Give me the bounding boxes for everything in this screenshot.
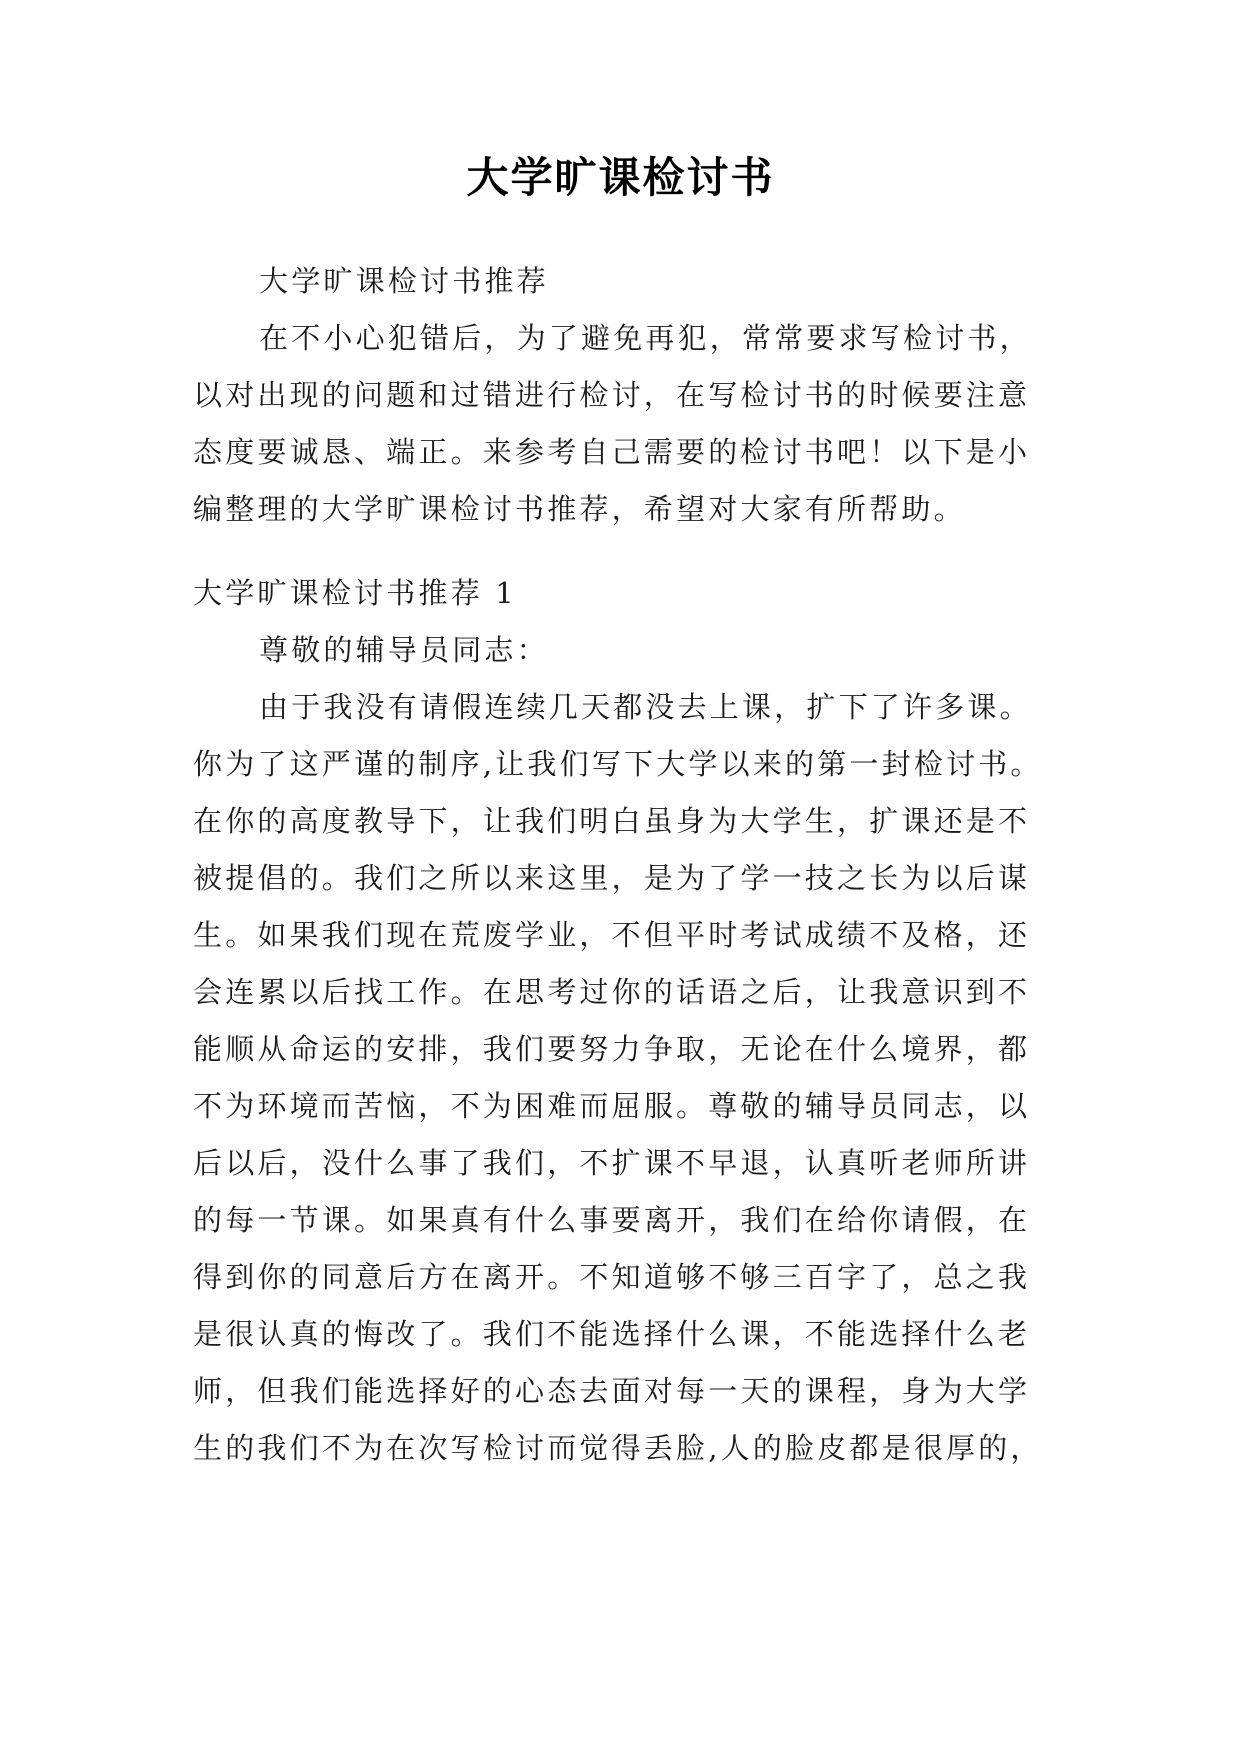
body-line: 你为了这严谨的制序,让我们写下大学以来的第一封检讨书。 (193, 747, 1043, 781)
body-line: 师，但我们能选择好的心态去面对每一天的课程，身为大学 (193, 1374, 1031, 1408)
body-line: 能顺从命运的安排，我们要努力争取，无论在什么境界，都 (193, 1032, 1031, 1066)
intro-section (193, 253, 1065, 538)
section-1 (193, 565, 1065, 1477)
body-line: 由于我没有请假连续几天都没去上课，扩下了许多课。 (259, 690, 1032, 724)
body-line: 在你的高度教导下，让我们明白虽身为大学生，扩课还是不 (193, 804, 1031, 838)
section-heading: 大学旷课检讨书推荐 1 (193, 576, 517, 610)
body-line: 不为环境而苦恼，不为困难而屈服。尊敬的辅导员同志，以 (193, 1089, 1031, 1123)
body-line: 会连累以后找工作。在思考过你的话语之后，让我意识到不 (193, 975, 1031, 1009)
salutation: 尊敬的辅导员同志： (259, 633, 549, 667)
body-line: 被提倡的。我们之所以来这里，是为了学一技之长为以后谋 (193, 861, 1031, 895)
intro-heading: 大学旷课检讨书推荐 (259, 264, 549, 298)
document-title: 大学旷课检讨书 (466, 153, 775, 202)
intro-paragraph-line: 态度要诚恳、端正。来参考自己需要的检讨书吧！以下是小 (193, 435, 1031, 469)
body-line: 的每一节课。如果真有什么事要离开，我们在给你请假，在 (193, 1203, 1031, 1237)
body-line: 生。如果我们现在荒废学业，不但平时考试成绩不及格，还 (193, 918, 1031, 952)
body-line: 生的我们不为在次写检讨而觉得丢脸,人的脸皮都是很厚的， (193, 1431, 1043, 1465)
body-line: 是很认真的悔改了。我们不能选择什么课，不能选择什么老 (193, 1317, 1031, 1351)
intro-paragraph-line: 在不小心犯错后，为了避免再犯，常常要求写检讨书， (259, 321, 1032, 355)
intro-paragraph-line: 编整理的大学旷课检讨书推荐，希望对大家有所帮助。 (193, 492, 966, 526)
body-line: 得到你的同意后方在离开。不知道够不够三百字了，总之我 (193, 1260, 1031, 1294)
body-line: 后以后，没什么事了我们，不扩课不早退，认真听老师所讲 (193, 1146, 1031, 1180)
intro-paragraph-line: 以对出现的问题和过错进行检讨，在写检讨书的时候要注意 (193, 378, 1031, 412)
